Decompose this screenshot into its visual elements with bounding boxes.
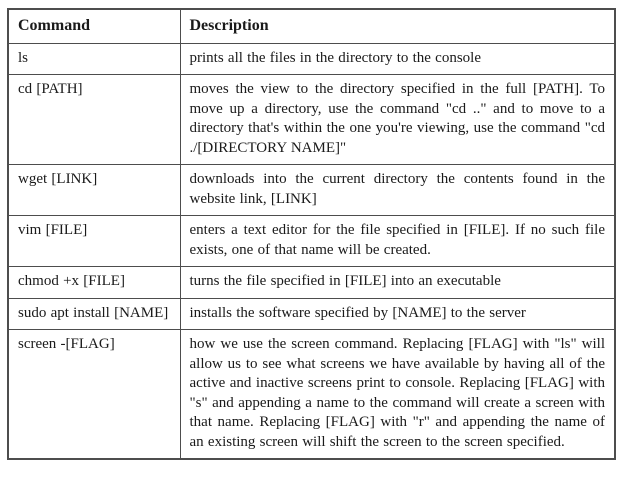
table-row — [8, 75, 615, 165]
description-cell: how we use the screen command. Replacing [FLAG] with "ls" will allow us to see what screens we have available by having all of the active and inactive screens print to console. Replacing [FLAG] with "s" and appending a name to the command will create a screen with that name. Replacing [FLAG] with "r" and appending the name of an existing screen will shift the screen to the screen specified. — [180, 330, 615, 460]
command-cell: cd [PATH] — [8, 75, 180, 165]
commands-table — [7, 8, 616, 460]
command-cell: screen -[FLAG] — [8, 330, 180, 460]
command-cell: vim [FILE] — [8, 216, 180, 267]
command-cell: wget [LINK] — [8, 165, 180, 216]
description-cell: turns the file specified in [FILE] into an executable — [180, 267, 615, 299]
column-header-command: Command — [8, 9, 180, 43]
description-cell: installs the software specified by [NAME] to the server — [180, 298, 615, 330]
table-header-row — [8, 9, 615, 43]
command-cell: chmod +x [FILE] — [8, 267, 180, 299]
table-row — [8, 216, 615, 267]
description-cell: enters a text editor for the file specified in [FILE]. If no such file exists, one of that name will be created. — [180, 216, 615, 267]
command-cell: ls — [8, 43, 180, 75]
table-row — [8, 267, 615, 299]
table-row — [8, 298, 615, 330]
description-cell: moves the view to the directory specified in the full [PATH]. To move up a directory, use the command "cd .." and to move to a directory that's within the one you're viewing, use the command "cd ./[DIRECTORY NAME]" — [180, 75, 615, 165]
command-cell: sudo apt install [NAME] — [8, 298, 180, 330]
column-header-description: Description — [180, 9, 615, 43]
table-row — [8, 165, 615, 216]
table-row — [8, 43, 615, 75]
description-cell: downloads into the current directory the contents found in the website link, [LINK] — [180, 165, 615, 216]
table-row — [8, 330, 615, 460]
description-cell: prints all the files in the directory to the console — [180, 43, 615, 75]
